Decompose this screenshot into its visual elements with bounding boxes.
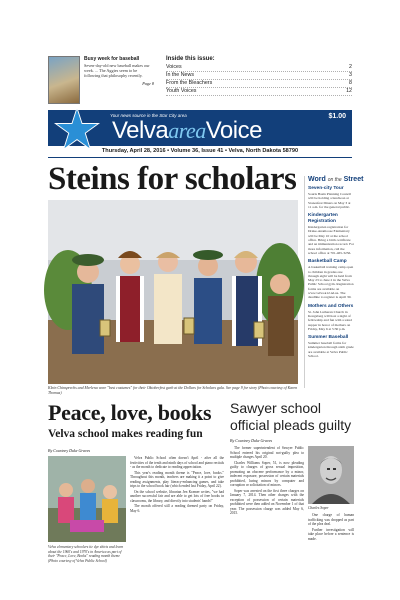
masthead-tagline: Your news source in the Star City area (110, 113, 187, 118)
sidebar-item-title: Summer Baseball (308, 335, 349, 341)
tie-dye-photo-caption: Velva elementary schoolers tie dye shirts and learn about the 1960's and 1970's in America as part of their "Peace, Love, Books" reading month theme (Photo courtesy of Velva Public School) (48, 545, 124, 563)
story3-byline: By Courtney Duke Graves (230, 438, 273, 443)
teaser-headline: Busy week for baseball (84, 56, 140, 62)
story2-paragraph: The month offered still a reading themed party on Friday, May 6. (130, 504, 224, 513)
inside-row-label: From the Bleachers (166, 80, 213, 86)
story2-paragraph: Velva Public School often doesn't April - after all the festivities of the tenth and ninth days of school and piano recitals - as the month to dedicate to reading appreciation. (130, 456, 224, 469)
star-icon (54, 106, 100, 152)
sidebar-item-text: Kindergarten registration for Drake-Anamoose Elementary will be May 10 at the school office. Bring a birth certificate and an immunization record. For more information, call the school office at 701-465-3256. (308, 225, 354, 255)
masthead (48, 110, 352, 146)
word-on-the-street-sidebar (304, 176, 364, 388)
inside-row-page: 2 (349, 64, 352, 70)
inside-row-news[interactable] (166, 72, 352, 80)
story3-paragraph: One charge of human trafficking was dropped as part of the plea deal. (308, 513, 354, 526)
sidebar-item-title: Basketball Camp (308, 259, 347, 265)
baseball-teaser-photo (48, 56, 80, 104)
sidebar-title-street: Street (343, 176, 364, 183)
inside-row-youth[interactable] (166, 88, 352, 96)
sidebar-title-word: Word (308, 176, 326, 183)
inside-row-voices[interactable] (166, 64, 352, 72)
dateline: Thursday, April 28, 2016 • Volume 36, Issue 41 • Velva, North Dakota 58790 (48, 148, 352, 158)
title-velva: Velva (112, 117, 169, 144)
inside-row-bleachers[interactable] (166, 80, 352, 88)
peace-love-books-headline[interactable]: Peace, love, books (48, 400, 212, 425)
inside-row-page: 8 (349, 80, 352, 86)
teaser-page-ref: Page 8 (142, 80, 154, 86)
mugshot-caption: Charles Soper (308, 506, 329, 510)
sidebar-title-on: on the (327, 177, 342, 183)
tie-dye-photo (48, 456, 126, 542)
sidebar-item-mothers-and-others[interactable] (308, 304, 354, 331)
sidebar-item-title: Mothers and Others (308, 303, 354, 309)
story2-body (130, 456, 224, 514)
sidebar-title (308, 176, 364, 183)
main-photo-caption: Klein Chinsprechs and Merlena wore "best costumes" for their Oktoberfest garb at the Dollars for Scholars gala. See page 9 for story (Photo courtesy of Karen Thomas) (48, 386, 298, 395)
sawyer-headline[interactable]: Sawyer school official pleads guilty (230, 400, 352, 433)
inside-title: Inside this issue: (166, 56, 215, 62)
inside-row-page: 3 (349, 72, 352, 78)
sidebar-item-kindergarten[interactable] (308, 213, 354, 255)
peace-love-books-subhead: Velva school makes reading fun (48, 428, 203, 440)
inside-row-page: 12 (346, 88, 352, 94)
main-headline[interactable]: Steins for scholars (48, 161, 297, 197)
sidebar-item-text: Souris Basin Planning Council will be holding a luncheon at Stonesfeat Diners on May 3 at 11 a.m. for the general public. (308, 192, 352, 209)
sidebar-item-seven-city-tour[interactable] (308, 186, 354, 209)
title-area: area (168, 118, 206, 143)
story3-paragraph: Soper was arrested on the first three charges on January 7, 2014. Then other charges with the exception of possession of certain materials prohibited were then added on November 1 of that year. The possession charge was added May 6, 2015. (230, 488, 304, 515)
oktoberfest-photo (48, 200, 298, 384)
story3-paragraph: Charles Williams Soper, 51, is now pleading guilty to charges of gross sexual imposition, promoting an obscene performance by a minor, indecent exposure, possession of certain materials prohibited, luring minors by computer and corruption or solicitation of minors. (230, 460, 304, 487)
baseball-teaser[interactable] (48, 56, 158, 106)
sidebar-item-text: St. John Lutheran Church in Kongsberg will host a night of fellowship and fun with a salad supper in honor of mothers on Friday, May 6 at 5:30 p.m. (308, 309, 352, 331)
sidebar-item-basketball-camp[interactable] (308, 259, 354, 299)
sidebar-item-summer-baseball[interactable] (308, 335, 354, 358)
sidebar-item-title: Kindergarten Registration (308, 213, 338, 225)
teaser-body: Seven-day-old new baseball makes our week. ... The Aggies seem to be following that philosophy recently. (84, 63, 150, 79)
inside-row-label: Voices (166, 64, 182, 70)
inside-row-label: In the News (166, 72, 194, 78)
newspaper-title[interactable] (112, 117, 262, 145)
baseball-teaser-text (80, 56, 154, 106)
tie-dye-photo-art (48, 456, 126, 542)
story2-byline: By Courtney Duke Graves (48, 448, 91, 453)
story3-paragraph: The former superintendent of Sawyer Public School entered his original not-guilty plea to multiple charges April 20. (230, 446, 304, 459)
inside-this-issue (166, 56, 352, 106)
mugshot-art (308, 446, 354, 504)
oktoberfest-photo-art (48, 200, 298, 384)
top-strip (48, 56, 352, 106)
sidebar-item-text: Summer baseball forms for kindergarten through sixth grade are available at Velva Public School. (308, 341, 354, 359)
soper-mugshot (308, 446, 354, 504)
story2-paragraph: On the school website, librarian Jen Kramer writes, "we had another successful fair and are able to get lots of free books in classrooms, the library, and directly into students' hands!" (130, 489, 224, 503)
sidebar-item-title: Seven-city Tour (308, 186, 344, 191)
sidebar-item-text: A basketball training camp open to children in grades one through eight will be held from May 23 to June 2 in the Velva Public School gym. Registration forms are available on www.velva.k12.nd.us. The deadline to register is April 30. (308, 265, 354, 300)
story3-paragraph: Further investigation will take place before a sentence is made. (308, 527, 354, 541)
inside-row-label: Youth Voices (166, 88, 197, 94)
story3-body (230, 446, 304, 517)
story3-continued (308, 513, 354, 542)
story2-paragraph: This year's reading month theme is "Peace, love, books." Throughout this month, teachers are making it a point to give reading assignments, play literacy-enhancing games, and take trips to the school book fair (which ended last Friday, April 22). (130, 470, 224, 488)
price-label: $1.00 (328, 113, 346, 120)
title-voice: Voice (205, 117, 262, 144)
